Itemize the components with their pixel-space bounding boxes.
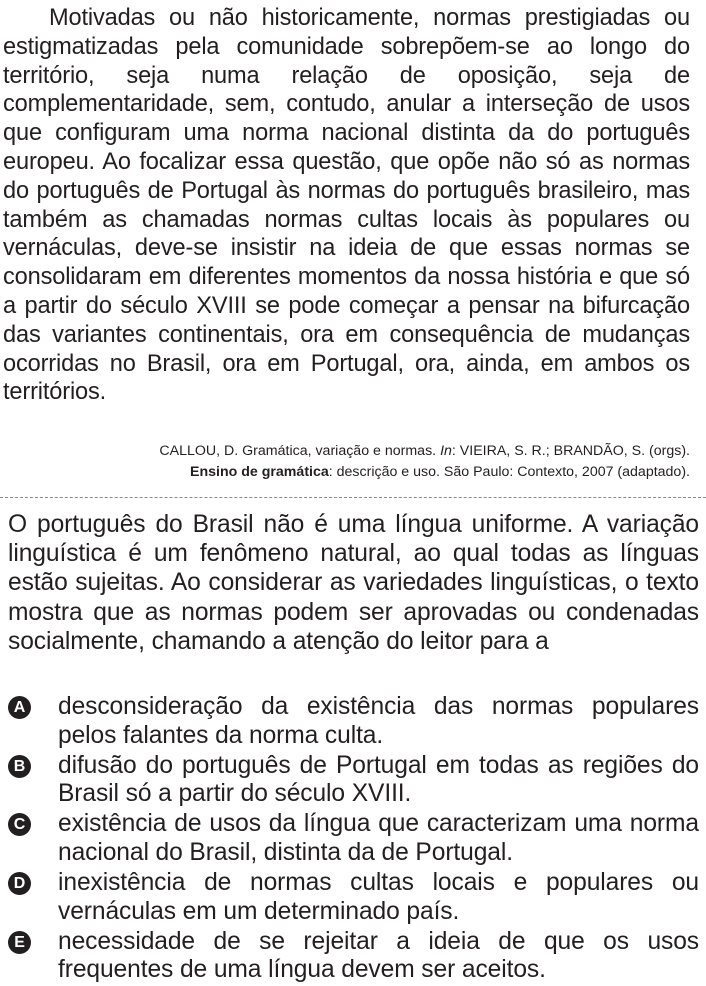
answer-options: [8, 693, 699, 986]
option-a-badge: A: [8, 696, 31, 719]
citation: [10, 441, 690, 483]
option-b-badge: B: [8, 755, 31, 778]
option-d[interactable]: [8, 869, 699, 926]
citation-publisher: : descrição e uso. São Paulo: Contexto, 2007 (adaptado).: [328, 464, 690, 480]
option-c[interactable]: [8, 810, 699, 867]
option-e-text: necessidade de se rejeitar a ideia de que os usos frequentes de uma língua devem ser aceitos.: [58, 927, 699, 984]
passage-text: Motivadas ou não historicamente, normas prestigiadas ou estigmatizadas pela comunidade sobrepõem-se ao longo do território, seja numa relação de oposição, seja de complementaridade, sem, contudo, anular a interseção de usos que configuram uma norma nacional distinta da do português europeu. Ao focalizar essa questão, que opõe não só as normas do português de Portugal às normas do português brasileiro, mas também as chamadas normas cultas locais às populares ou vernáculas, deve-se insistir na ideia de que essas normas se consolidaram em diferentes momentos da nossa história e que só a partir do século XVIII se pode começar a pensar na bifurcação das variantes continentais, ora em consequência de mudanças ocorridas no Brasil, ora em Portugal, ora, ainda, em ambos os territórios.: [3, 5, 690, 406]
option-a-text: desconsideração da existência das normas populares pelos falantes da norma culta.: [58, 693, 699, 749]
option-a[interactable]: [8, 693, 699, 750]
option-b-text: difusão do português de Portugal em todas as regiões do Brasil só a partir do século XVIII.: [58, 751, 699, 808]
citation-line-1: [10, 441, 690, 462]
citation-author: CALLOU, D. Gramática, variação e normas.: [159, 443, 441, 459]
citation-line-2: [10, 462, 690, 483]
citation-book-title: Ensino de gramática: [190, 464, 329, 480]
option-e-badge: E: [8, 931, 31, 954]
option-b[interactable]: [8, 752, 699, 809]
question-stem: O português do Brasil não é uma língua uniforme. A variação linguística é um fenômeno natural, ao qual todas as línguas estão sujeitas. Ao considerar as variedades linguísticas, o texto mostra que as normas podem ser aprovadas ou condenadas socialmente, chamando a atenção do leitor para a: [8, 511, 699, 655]
citation-editors: : VIEIRA, S. R.; BRANDÃO, S. (orgs).: [451, 443, 690, 459]
option-d-badge: D: [8, 872, 31, 895]
option-c-text: existência de usos da língua que caracterizam uma norma nacional do Brasil, distinta da de Portugal.: [58, 810, 699, 866]
option-e[interactable]: [8, 928, 699, 985]
section-divider: [0, 497, 706, 498]
option-d-text: inexistência de normas cultas locais e populares ou vernáculas em um determinado país.: [58, 869, 699, 925]
option-c-badge: C: [8, 813, 31, 836]
citation-in: In: [440, 443, 452, 459]
